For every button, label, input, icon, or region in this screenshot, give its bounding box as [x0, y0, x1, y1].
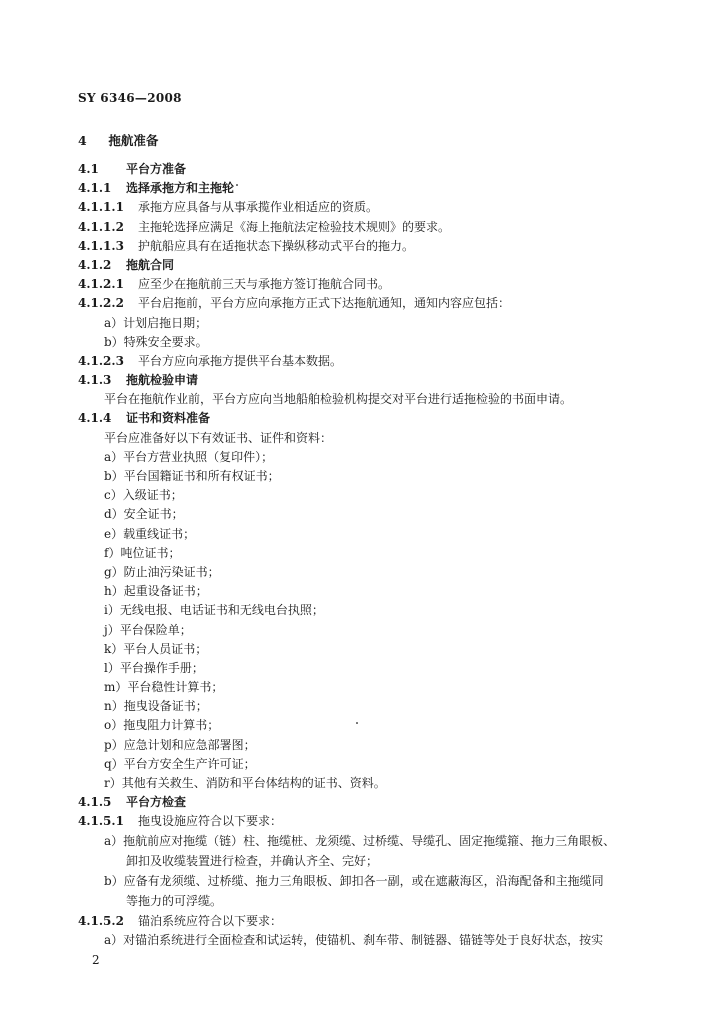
- list-item: a）拖航前应对拖缆（链）柱、拖缆桩、龙须缆、过桥缆、导缆孔、固定拖缆箍、拖力三角眼板、: [104, 833, 616, 848]
- clause-heading: [78, 256, 648, 275]
- clause-number: 4.1: [78, 162, 99, 176]
- document-header: SY 6346—2008: [78, 91, 182, 105]
- list-item: i）无线电报、电话证书和无线电台执照；: [104, 603, 324, 618]
- clause-text: 平台启拖前，平台方应向承拖方正式下达拖航通知，通知内容应包括：: [138, 296, 511, 311]
- list-item: b）平台国籍证书和所有权证书；: [104, 469, 280, 483]
- list-item: b）特殊安全要求。: [104, 334, 208, 349]
- clause-text: 承拖方应具备与从事承揽作业相适应的资质。: [138, 200, 379, 215]
- list-item: f）吨位证书；: [104, 545, 181, 560]
- clause-text: 平台方应向承拖方提供平台基本数据。: [138, 353, 343, 368]
- clause-text: 平台方检查: [126, 795, 187, 810]
- clause-heading: [78, 371, 648, 390]
- clause-paragraph: [78, 294, 648, 313]
- list-item: a）平台方营业执照（复印件）；: [104, 449, 274, 464]
- clause-number: 4.1.1.2: [78, 219, 124, 234]
- list-item: c）入级证书；: [104, 488, 183, 503]
- clause-text: 选择承拖方和主拖轮: [126, 181, 235, 196]
- clause-number: 4.1.2.1: [78, 277, 124, 292]
- clause-number: 4.1.1.1: [78, 200, 124, 215]
- list-item-continuation: 等拖力的可浮缆。: [126, 893, 223, 908]
- list-item: 平台在拖航作业前，平台方应向当地船舶检验机构提交对平台进行适拖检验的书面申请。: [104, 392, 573, 407]
- clause-paragraph: [78, 352, 648, 371]
- list-item: p）应急计划和应急部署图；: [104, 737, 256, 752]
- list-item: e）载重线证书；: [104, 526, 196, 541]
- list-item-continuation: 卸扣及收缆装置进行检查，并确认齐全、完好；: [126, 853, 379, 868]
- list-item: q）平台方安全生产许可证；: [104, 756, 256, 771]
- clause-text: 应至少在拖航前三天与承拖方签订拖航合同书。: [138, 277, 391, 292]
- list-item: l）平台操作手册；: [104, 660, 204, 675]
- list-item: 平台应准备好以下有效证书、证件和资料：: [104, 430, 333, 445]
- clause-text: 平台方准备: [126, 162, 187, 176]
- clause-number: 4.1.1.3: [78, 238, 124, 253]
- clause-number: 4.1.1: [78, 181, 112, 196]
- list-item: a）对锚泊系统进行全面检查和试运转，使锚机、刹车带、制链器、锚链等处于良好状态，按实: [104, 932, 604, 947]
- clause-number: 4.1.3: [78, 373, 112, 388]
- clause-heading: [78, 160, 648, 179]
- clause-heading: [78, 793, 648, 812]
- clause-paragraph: [78, 912, 648, 931]
- scan-speck: [236, 184, 238, 186]
- clause-number: 4.1.4: [78, 411, 112, 426]
- list-item: a）计划启拖日期；: [104, 315, 208, 330]
- list-item: g）防止油污染证书；: [104, 564, 220, 579]
- list-item: d）安全证书；: [104, 507, 184, 522]
- list-item: b）应备有龙须缆、过桥缆、拖力三角眼板、卸扣各一副，或在遮蔽海区，沿海配备和主拖缆同: [104, 873, 604, 888]
- clause-paragraph: [78, 218, 648, 237]
- clause-number: 4.1.5.1: [78, 814, 124, 829]
- clause-number: 4.1.2.2: [78, 296, 124, 311]
- clause-number: 4.1.2.3: [78, 353, 124, 368]
- clause-text: 主拖轮选择应满足《海上拖航法定检验技术规则》的要求。: [138, 219, 451, 234]
- list-item: n）拖曳设备证书；: [104, 699, 208, 714]
- clause-text: 护航船应具有在适拖状态下操纵移动式平台的拖力。: [138, 238, 415, 253]
- scan-speck: [356, 722, 358, 724]
- document-body: [78, 160, 648, 950]
- clause-number: 4.1.5.2: [78, 913, 124, 928]
- list-item: r）其他有关救生、消防和平台体结构的证书、资料。: [104, 776, 386, 790]
- clause-text: 拖航检验申请: [126, 373, 199, 388]
- section-number: 4: [78, 133, 87, 148]
- clause-paragraph: [78, 237, 648, 256]
- list-item: o）拖曳阻力计算书；: [104, 718, 220, 733]
- clause-text: 拖曳设施应符合以下要求：: [138, 814, 283, 829]
- clause-text: 证书和资料准备: [126, 411, 211, 426]
- section-heading: [78, 131, 158, 149]
- list-item: j）平台保险单；: [104, 622, 192, 637]
- clause-text: 拖航合同: [126, 257, 175, 272]
- clause-number: 4.1.5: [78, 795, 112, 810]
- clause-paragraph: [78, 198, 648, 217]
- clause-paragraph: [78, 812, 648, 831]
- clause-heading: [78, 179, 648, 198]
- list-item: k）平台人员证书；: [104, 641, 208, 656]
- clause-paragraph: [78, 275, 648, 294]
- clause-number: 4.1.2: [78, 257, 112, 272]
- page-number: 2: [92, 953, 100, 967]
- list-item: m）平台稳性计算书；: [104, 680, 224, 695]
- clause-heading: [78, 409, 648, 428]
- section-title: 拖航准备: [108, 133, 159, 148]
- clause-text: 锚泊系统应符合以下要求：: [138, 913, 283, 928]
- list-item: h）起重设备证书；: [104, 584, 208, 599]
